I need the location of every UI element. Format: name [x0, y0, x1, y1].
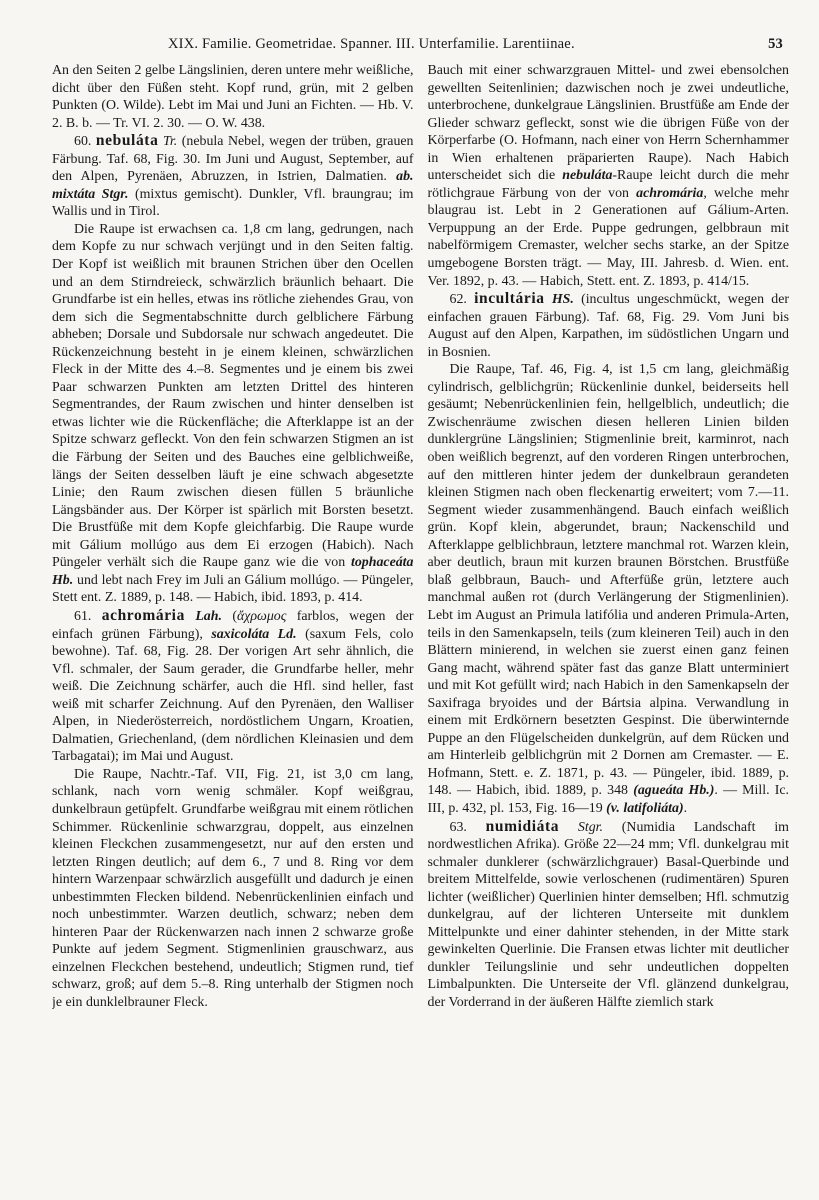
italic-text: Stgr. — [577, 819, 603, 835]
left-column — [52, 62, 414, 1188]
paragraph — [428, 818, 790, 1012]
italic-bold-text: (agueáta Hb.) — [633, 783, 715, 799]
paragraph — [52, 766, 414, 1012]
paragraph — [428, 290, 790, 361]
text-run: , welche mehr blaugrau ist. Lebt in 2 Generationen auf Gálium-Arten. Verpuppung an der Erde. Puppe gedrungen, gelbbraun mit nabelförmigem Cremaster, welcher sechs starke, an der Spitze umgebogene Borsten trägt. — May, III. Jahresb. d. Wien. ent. Ver. 1892, p. 43. — Habich, Stett. ent. Z. 1893, p. 414/15. — [427, 185, 789, 289]
species-name: incultária — [474, 290, 545, 308]
text-run: (saxum Fels, colo bewohne). Taf. 68, Fig. 28. Der vorigen Art sehr ähnlich, die Vfl. schmaler, der Saum gerader, die Grundfarbe heller, mehr weiß. Die Zeichnung schärfer, auch die Hfl. sind heller, fast weiß mit scharfer Zeichnung. Auf den Pyrenäen, den Walliser Alpen, in Niederösterreich, nordöstlichem Ungarn, Kroatien, Dalmatien, Griechenland, (dem nördlichen Kleinasien und dem Tarbagatai); im Mai und August. — [52, 626, 414, 765]
text-run: 63. — [449, 819, 486, 835]
text-run: Bauch mit einer schwarzgrauen Mittel- und zwei ebensolchen gewellten Seitenlinien; dazwischen noch je zwei undeutliche, unterbrochene, dunkelgraue Längslinien. Brustfüße am Ende der Glieder schwarz gefleckt, sonst wie die übrigen Füße von der Körperfarbe (O. Hofmann, nach einer von Herrn Schernhammer in Wien erhaltenen präparierten Raupe). Nach Habich unterscheidet sich die — [427, 63, 789, 184]
text-run: Die Raupe, Taf. 46, Fig. 4, ist 1,5 cm lang, gleichmäßig cylindrisch, gelblichgrün; Rückenlinie dunkel, beiderseits hell gesäumt; Nebenrückenlinien fein, hellgelblich, undeutlich; die Zwischenräume zwischen diesen helleren Linien bilden dunklergrüne Längslinien; Stigmenlinie breit, karminrot, nach oben weißlich begrenzt, auf den vorderen Ringen unterbrochen, auf den mittleren hinter jedem der dunkelbraun gerandeten kleinen Stigmen nach oben fleckenartig erweitert; vom 7.—11. Segment wieder zusammenhängend. Bauch einfach weißlich grün. Kopf klein, abgerundet, braun; Nackenschild und Afterklappe gelblichbraun, letztere manchmal rot. Warzen klein, aber deutlich, braun mit kurzen braunen Börstchen. Brustfüße blaß gelbbraun, Bauch- und Afterfüße grün, letztere auch manchmal außen rot (durch Verlängerung der Stigmenlinien). Lebt im August an Primula latifólia und anderen Primula-Arten, teils in den Samenkapseln, teils (zum kleineren Teil) auch in den Blättern minierend, in welchen sie zuerst einen ganz feinen Gang macht, während später fast das ganze Blatt unterminiert und mit Kot gefüllt wird; nach Habich in den Samenkapseln der Saxifraga bryoides und der Bártsia alpina. Verwandlung in einem mit Erdkörnern besetzten Gespinst. Die überwinternde Puppe an den Flügelscheiden dunkelgrün, auf dem Rücken und am Hinterleib gelblichgrün mit 2 Dornen am Cremaster. — E. Hofmann, Stett. e. Z. 1871, p. 43. — Püngeler, ibid. 1889, p. 148. — Habich, ibid. 1889, p. 348 — [427, 362, 789, 799]
italic-bold-text: achromária — [636, 185, 704, 201]
species-name: achromária — [101, 606, 185, 624]
text-run — [559, 820, 578, 835]
paragraph — [428, 62, 790, 290]
text-run: ( — [221, 608, 237, 624]
text-run: 60. — [74, 134, 96, 150]
text-run — [185, 609, 195, 624]
paragraph — [52, 607, 414, 766]
text-columns — [52, 62, 789, 1188]
italic-bold-text: saxicoláta Ld. — [211, 626, 297, 642]
text-run: An den Seiten 2 gelbe Längslinien, deren untere mehr weißliche, dicht über den Füßen steht. Kopf rund, grün, mit 2 gelben Punkten (O. Wilde). Lebt im Mai und Juni an Fichten. — Hb. V. 2. B. b. — Tr. VI. 2. 30. — O. W. 438. — [52, 63, 414, 131]
right-column — [428, 62, 790, 1188]
italic-bold-text: tophaceáta Hb. — [52, 555, 414, 588]
paragraph — [52, 132, 414, 221]
italic-bold-text: Lah. — [195, 608, 222, 624]
page-header — [52, 36, 789, 56]
species-name: numidiáta — [485, 817, 560, 835]
running-title: XIX. Familie. Geometridae. Spanner. III. Unterfamilie. Larentiinae. — [168, 36, 575, 52]
italic-text: ἄχρωμος — [236, 608, 287, 624]
paragraph — [52, 221, 414, 607]
text-run: . — Mill. Ic. III, p. 432, pl. 153, Fig. 16—19 — [427, 783, 789, 816]
text-run: (nebula Nebel, wegen der trüben, grauen Färbung. Taf. 68, Fig. 30. Im Juni und August, September, auf den Alpen, Pyrenäen, Abruzzen, in Istrien, Dalmatien. — [52, 134, 414, 185]
italic-bold-text: (v. latifoliáta) — [606, 800, 684, 816]
paragraph — [428, 361, 790, 817]
text-run: 62. — [449, 292, 475, 308]
text-run: 61. — [74, 608, 102, 624]
paragraph — [52, 62, 414, 132]
text-run: (incultus ungeschmückt, wegen der einfachen grauen Färbung). Taf. 68, Fig. 29. Vom Juni bis August auf den Alpen, Karpathen, im südöstlichen Ungarn und in Bosnien. — [427, 292, 789, 360]
text-run: (Numidia Landschaft im nordwestlichen Afrika). Größe 22—24 mm; Vfl. dunkelgrau mit schmaler dunklerer (schwärzlichgrauer) Basal-Querbinde und breitem Mittelfelde, sowie verloschenen (rudimentären) Spuren lichter (weißlicher) Querlinien hinter demselben; Hfl. schmutzig dunkelgrau, auf der lichteren Unterseite mit dunklem Mittelpunkte und einer dahinter stehenden, in der Mitte stark gewinkelten Querlinie. Die Fransen etwas lichter mit deutlicher dunkler Teilungslinie und sehr undeutlichen doppelten Limbalpunkten. Die Unterseite der Vfl. glänzend dunkelgrau, der Vorderrand in der äußeren Hälfte ziemlich stark — [427, 819, 789, 1010]
text-run: und lebt nach Frey im Juli an Gálium mollúgo. — Püngeler, Stett ent. Z. 1889, p. 148. — Habich, ibid. 1893, p. 414. — [52, 572, 414, 606]
italic-bold-text: ab. mixtáta Stgr. — [52, 169, 414, 202]
text-run: (mixtus gemischt). Dunkler, Vfl. braungrau; im Wallis und in Tirol. — [52, 186, 414, 220]
text-run — [545, 292, 552, 307]
text-run: Die Raupe ist erwachsen ca. 1,8 cm lang, gedrungen, nach dem Kopfe zu nur schwach verjüngt und in den Seiten faltig. Der Kopf ist weißlich mit braunen Strichen über den Ocellen und an dem Stirndreieck, schwärzlich bräunlich behaart. Die Grundfarbe ist ein helles, etwas ins rötliche ziehendes Grau, von dem sich die Segmentabschnitte durch gelblichere Färbung abheben; Dorsale und Subdorsale nur schwach angedeutet. Die Rückenzeichnung besteht in je einem kleinen, schwärzlichen Fleck in der Mitte des 4.–8. Segmentes und je einem bis zwei Paar schwarzen Punkten am letzten Drittel des hinteren Segmentrandes, der Raum zwischen und hinter denselben ist etwas lichter wie die Rückenfläche; die Afterklappe ist an der Spitze schwarz gefleckt. Von den fein schwarzen Stigmen an ist die Färbung der Seiten und des Bauches eine gelblichweiße, längs der Seiten desselben läuft je eine schwach abgesetzte Linie; den Raum zwischen diesen füllen 5 bräunliche Längsbänder aus. Der Körper ist spärlich mit Borsten besetzt. Die Brustfüße mit dem Kopfe gleichfarbig. Die Raupe wurde mit Gálium mollúgo aus dem Ei erzogen (Habich). Nach Püngeler verhält sich die Raupe ganz wie die von — [52, 221, 414, 571]
italic-bold-text: HS. — [551, 292, 574, 308]
italic-bold-text: nebuláta — [562, 168, 613, 184]
text-run: . — [683, 800, 688, 816]
text-run: -Raupe leicht durch die mehr rötlichgraue Färbung von der von — [427, 168, 789, 201]
text-run: Die Raupe, Nachtr.-Taf. VII, Fig. 21, ist 3,0 cm lang, schlank, nach vorn wenig schmäler. Kopf weißgrau, dunkelbraun getüpfelt. Grundfarbe weißgrau mit einem rötlichen Schimmer. Rückenlinie schwarzgrau, doppelt, aus einzelnen kleinen Fleckchen zusammengesetzt, nur auf den ersten und letzten Ringen deutlich; auf dem 6., 7 und 8. Ring vor dem hintern Warzenpaar schwärzlich ausgefüllt und dadurch je einen unbestimmten Flecken bildend. Nebenrückenlinien einfach und noch unbestimmter. Warzen deutlich, schwarz; neben dem hinteren Paar der Rückenwarzen nach innen 2 schwarze große Punkte auf jedem Segment. Stigmenlinien grauschwarz, aus einzelnen Fleckchen bestehend, undeutlich; Stigmen rund, tief schwarz, groß; auf dem 5.–8. Ring unterhalb der Stigmen noch je ein dunklelbrauner Fleck. — [52, 766, 414, 1010]
italic-text: Tr. — [162, 134, 178, 150]
text-run: farblos, wegen der einfach grünen Färbung), — [52, 608, 414, 642]
species-name: nebuláta — [95, 132, 159, 150]
page-number: 53 — [768, 36, 783, 52]
